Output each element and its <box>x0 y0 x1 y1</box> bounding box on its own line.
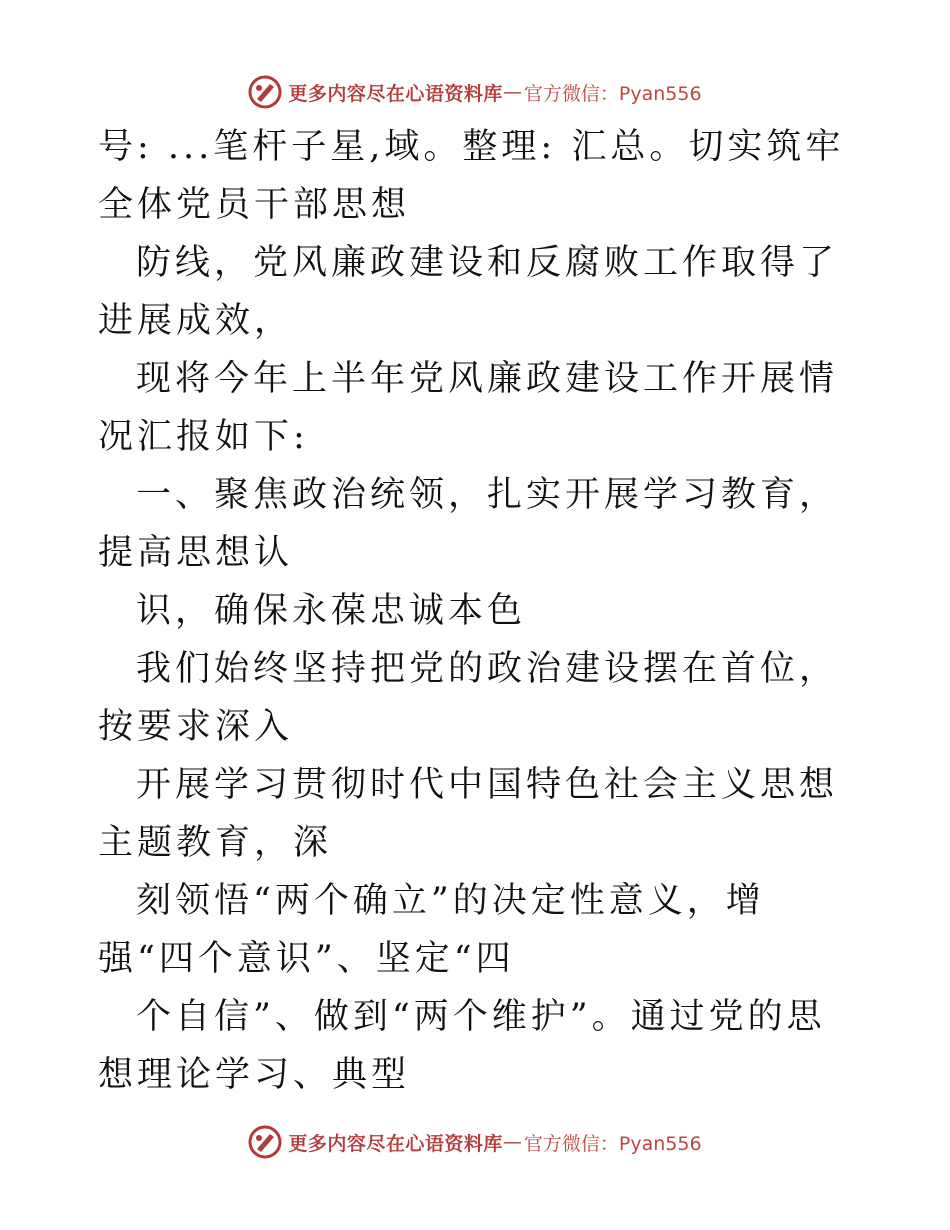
document-body <box>98 118 858 1104</box>
banner-text: 更多内容尽在心语资料库 <box>288 1132 503 1155</box>
banner-wechat: 官方微信：Pyan556 <box>523 1132 702 1155</box>
paragraph-4: 一、聚焦政治统领，扎实开展学习教育，提高思想认 <box>98 475 839 573</box>
banner-wechat: 官方微信：Pyan556 <box>523 82 702 105</box>
header-watermark-banner <box>0 72 950 112</box>
paragraph-7: 开展学习贯彻时代中国特色社会主义思想主题教育，深 <box>98 765 839 863</box>
paragraph-3: 现将今年上半年党风廉政建设工作开展情况汇报如下: <box>98 359 839 457</box>
banner-dash: — <box>502 1131 522 1153</box>
paragraph-8: 刻领悟“两个确立”的决定性意义，增强“四个意识”、坚定“四 <box>98 881 765 979</box>
banner-text: 更多内容尽在心语资料库 <box>288 82 503 105</box>
pen-logo-icon <box>248 1125 282 1159</box>
paragraph-6: 我们始终坚持把党的政治建设摆在首位，按要求深入 <box>98 649 839 747</box>
pen-logo-icon <box>248 75 282 109</box>
footer-watermark-banner <box>0 1122 950 1162</box>
paragraph-9: 个自信”、做到“两个维护”。通过党的思想理论学习、典型 <box>98 997 826 1095</box>
paragraph-5: 识，确保永葆忠诚本色 <box>136 591 527 631</box>
paragraph-2: 防线，党风廉政建设和反腐败工作取得了进展成效， <box>98 243 839 341</box>
banner-dash: — <box>502 81 522 103</box>
paragraph-1: 号: ...笔杆子星,域。整理: 汇总。切实筑牢全体党员干部思想 <box>98 127 845 225</box>
